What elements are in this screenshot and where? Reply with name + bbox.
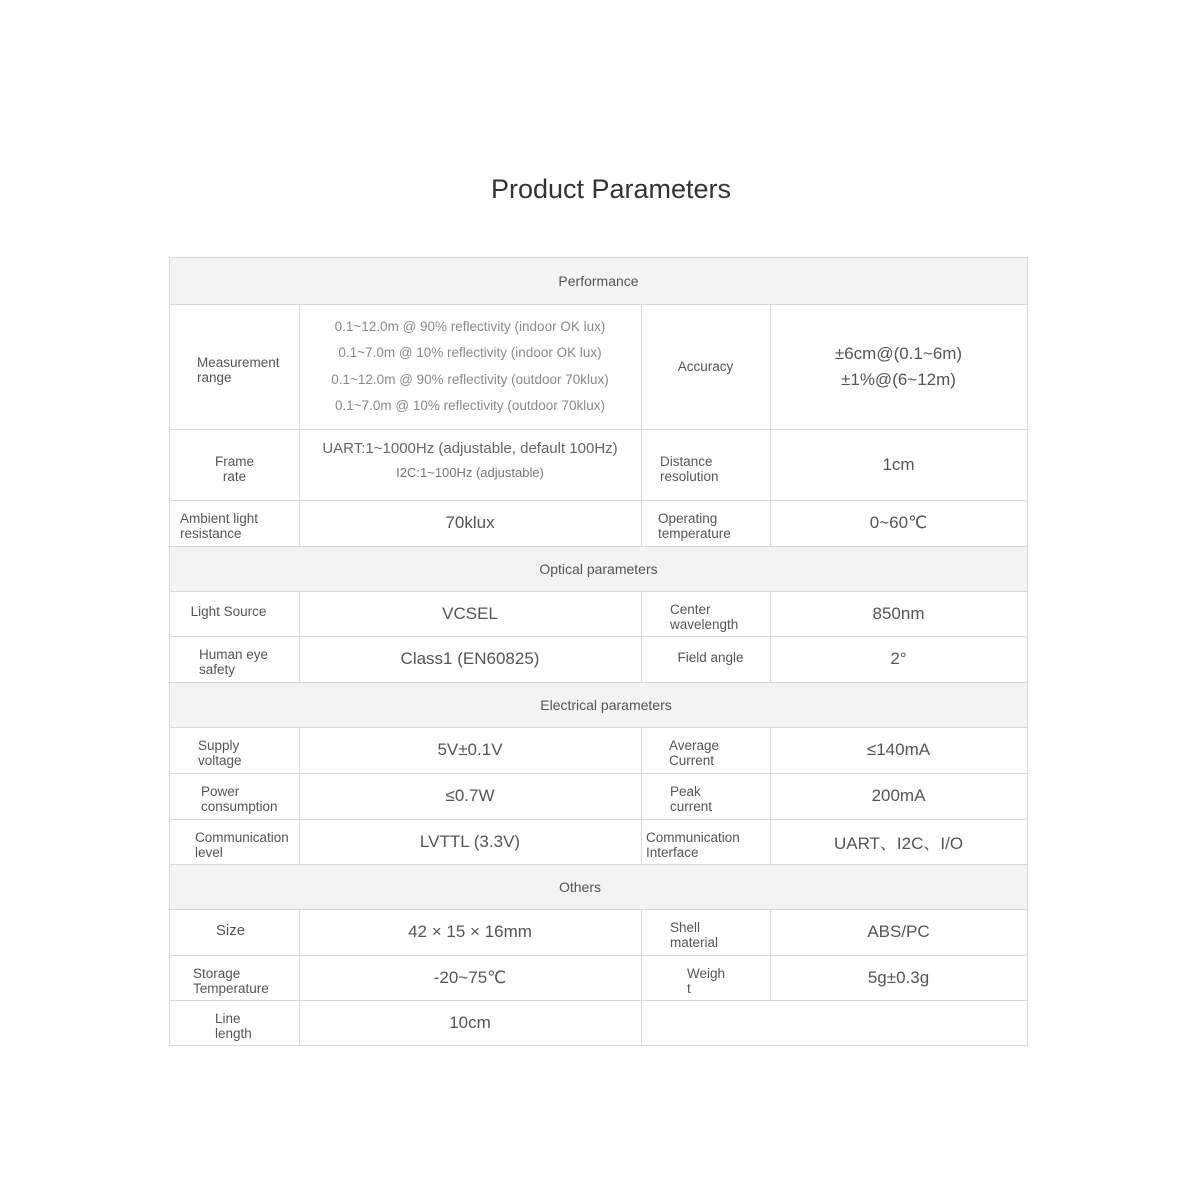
label-eye-safety-line1: Human eye	[199, 647, 269, 662]
section-others-label: Others	[558, 878, 601, 895]
eye-safety-text: Class1 (EN60825)	[400, 649, 540, 668]
section-optical	[170, 546, 1027, 591]
label-comm-level-line2: level	[195, 844, 223, 860]
supply-voltage-text: 5V±0.1V	[437, 740, 503, 759]
label-center-wavelength-line2: wavelength	[670, 616, 739, 632]
label-field-angle	[641, 636, 770, 682]
label-measurement-range-line1: Measurement	[197, 354, 280, 370]
label-ambient-light-line2: resistance	[180, 526, 242, 541]
value-eye-safety	[299, 636, 641, 682]
label-size-text: Size	[215, 921, 246, 939]
label-light-source	[170, 591, 299, 636]
label-ambient-light	[170, 500, 299, 546]
label-size	[170, 909, 299, 955]
field-angle-text: 2°	[890, 649, 907, 668]
measurement-range-line2: 0.1~7.0m @ 10% reflectivity (indoor OK lux)	[338, 345, 602, 360]
light-source-text: VCSEL	[442, 603, 498, 623]
label-peak-current-line2: current	[670, 799, 713, 814]
value-light-source	[299, 591, 641, 636]
label-frame-rate-line2: rate	[222, 468, 247, 484]
value-average-current	[770, 727, 1027, 773]
label-distance-resolution-line2: resolution	[660, 468, 719, 484]
operating-temp-text: 0~60℃	[869, 513, 928, 532]
label-comm-interface-line1: Communication	[646, 829, 740, 845]
label-peak-current-line1: Peak	[670, 784, 701, 799]
label-accuracy-text: Accuracy	[677, 359, 734, 374]
label-shell-material-line2: material	[670, 935, 719, 950]
label-power-consumption-line2: consumption	[201, 799, 278, 814]
peak-current-text: 200mA	[871, 786, 926, 805]
label-peak-current	[641, 773, 770, 819]
label-supply-voltage-line1: Supply	[198, 738, 240, 753]
label-comm-interface	[641, 819, 770, 864]
label-supply-voltage	[170, 727, 299, 773]
label-operating-temp-line2: temperature	[658, 526, 731, 541]
label-average-current	[641, 727, 770, 773]
comm-interface-text: UART、I2C、I/O	[833, 834, 964, 853]
value-comm-level	[299, 819, 641, 864]
value-frame-rate	[299, 429, 641, 500]
label-power-consumption-line1: Power	[201, 784, 240, 799]
label-comm-level-line1: Communication	[195, 829, 289, 845]
label-eye-safety-line2: safety	[199, 662, 236, 677]
frame-rate-line2: I2C:1~100Hz (adjustable)	[396, 465, 544, 480]
label-storage-temp-line1: Storage	[193, 965, 241, 981]
accuracy-line2: ±1%@(6~12m)	[841, 369, 956, 389]
label-frame-rate	[170, 429, 299, 500]
label-measurement-range	[170, 304, 299, 429]
label-center-wavelength	[641, 591, 770, 636]
label-field-angle-text: Field angle	[677, 649, 744, 665]
value-storage-temp	[299, 955, 641, 1000]
label-ambient-light-line1: Ambient light	[180, 511, 259, 526]
label-average-current-line2: Current	[669, 753, 715, 768]
ambient-light-text: 70klux	[445, 513, 495, 532]
distance-resolution-text: 1cm	[882, 454, 915, 474]
label-comm-level	[170, 819, 299, 864]
parameters-table	[169, 257, 1028, 1046]
value-comm-interface	[770, 819, 1027, 864]
label-power-consumption	[170, 773, 299, 819]
center-wavelength-text: 850nm	[872, 603, 925, 623]
comm-level-text: LVTTL (3.3V)	[419, 831, 521, 851]
value-distance-resolution	[770, 429, 1027, 500]
label-accuracy	[641, 304, 770, 429]
label-center-wavelength-line1: Center	[670, 601, 711, 617]
size-text: 42 × 15 × 16mm	[408, 922, 532, 941]
label-shell-material	[641, 909, 770, 955]
section-performance	[170, 258, 1027, 304]
value-shell-material	[770, 909, 1027, 955]
label-weight	[641, 955, 770, 1000]
label-operating-temp-line1: Operating	[658, 511, 718, 526]
shell-material-text: ABS/PC	[867, 922, 930, 941]
value-weight	[770, 955, 1027, 1000]
label-shell-material-line1: Shell	[670, 920, 701, 935]
label-distance-resolution-line1: Distance	[660, 453, 713, 469]
measurement-range-line1: 0.1~12.0m @ 90% reflectivity (indoor OK lux)	[334, 318, 606, 334]
value-size	[299, 909, 641, 955]
value-center-wavelength	[770, 591, 1027, 636]
value-power-consumption	[299, 773, 641, 819]
value-accuracy	[770, 304, 1027, 429]
value-peak-current	[770, 773, 1027, 819]
weight-text: 5g±0.3g	[867, 967, 930, 987]
label-weight-line1: Weigh	[687, 965, 726, 981]
label-distance-resolution	[641, 429, 770, 500]
value-line-length	[299, 1000, 641, 1045]
label-line-length-line1: Line	[215, 1010, 241, 1026]
label-light-source-text: Light Source	[190, 604, 267, 619]
value-supply-voltage	[299, 727, 641, 773]
section-others	[170, 864, 1027, 909]
storage-temp-text: -20~75℃	[433, 967, 507, 987]
label-line-length-line2: length	[215, 1025, 252, 1041]
section-electrical	[170, 682, 1027, 727]
label-operating-temp	[641, 500, 770, 546]
value-field-angle	[770, 636, 1027, 682]
label-comm-interface-line2: Interface	[646, 844, 699, 860]
label-weight-line2: t	[687, 980, 691, 996]
measurement-range-line4: 0.1~7.0m @ 10% reflectivity (outdoor 70klux)	[335, 398, 605, 413]
section-electrical-label: Electrical parameters	[540, 696, 672, 713]
label-storage-temp	[170, 955, 299, 1000]
label-measurement-range-line2: range	[197, 369, 232, 385]
label-line-length	[170, 1000, 299, 1045]
value-ambient-light	[299, 500, 641, 546]
section-optical-label: Optical parameters	[539, 560, 658, 577]
label-supply-voltage-line2: voltage	[198, 753, 242, 768]
value-operating-temp	[770, 500, 1027, 546]
power-consumption-text: ≤0.7W	[445, 786, 495, 805]
frame-rate-line1: UART:1~1000Hz (adjustable, default 100Hz)	[322, 440, 618, 457]
page-title: Product Parameters	[490, 174, 732, 204]
empty-cell	[641, 1000, 1027, 1045]
label-frame-rate-line1: Frame	[214, 453, 254, 469]
label-storage-temp-line2: Temperature	[193, 980, 269, 996]
average-current-text: ≤140mA	[866, 740, 931, 759]
label-average-current-line1: Average	[669, 738, 720, 753]
section-performance-label: Performance	[558, 273, 639, 289]
label-eye-safety	[170, 636, 299, 682]
value-measurement-range	[299, 304, 641, 429]
measurement-range-line3: 0.1~12.0m @ 90% reflectivity (outdoor 70klux)	[331, 371, 609, 387]
accuracy-line1: ±6cm@(0.1~6m)	[834, 343, 963, 363]
line-length-text: 10cm	[449, 1012, 491, 1032]
